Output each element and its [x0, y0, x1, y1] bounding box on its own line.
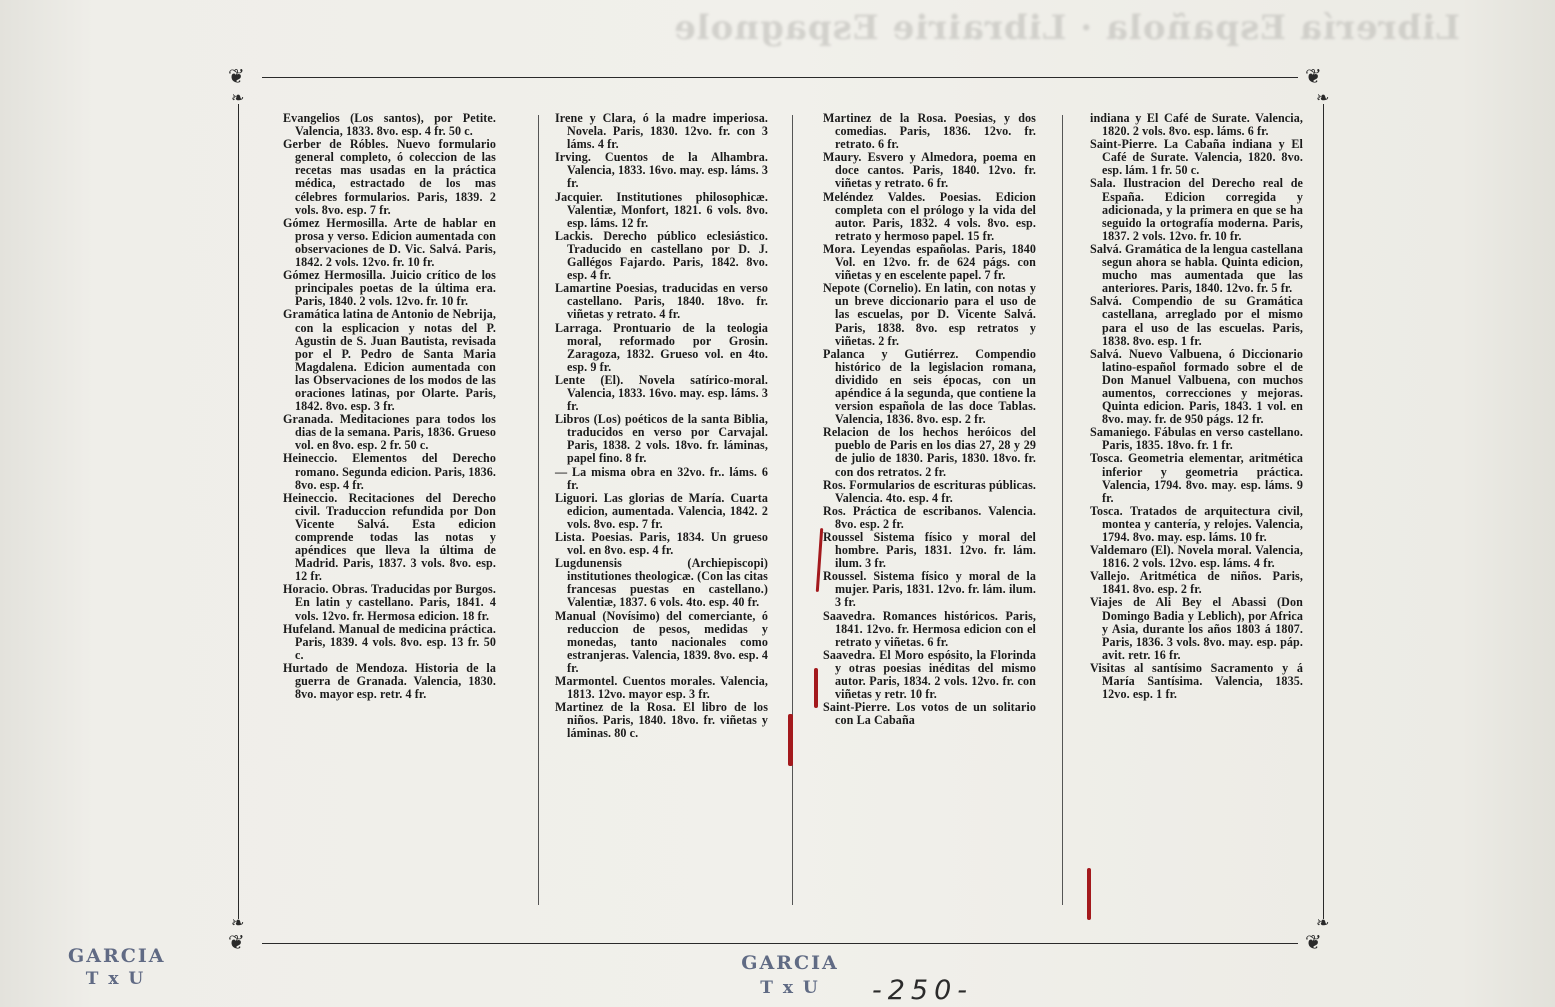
catalog-entry: Horacio. Obras. Traducidas por Burgos. En latin y castellano. Paris, 1841. 4 vols. 12vo. fr. Hermosa edicion. 18 fr.	[283, 582, 496, 623]
catalog-entry: Tosca. Geometria elementar, aritmética inferior y geometria práctica. Valencia, 1794. 8vo. may. esp. láms. 9 fr.	[1090, 451, 1303, 505]
catalog-entry: Saint-Pierre. La Cabaña indiana y El Café de Surate. Valencia, 1820. 8vo. esp. lám. 1 fr. 50 c.	[1090, 137, 1303, 178]
catalog-entry: Gramática latina de Antonio de Nebrija, con la esplicacion y notas del P. Agustin de S. Juan Bautista, revisada por el P. Pedro de Santa Maria Magdalena. Edicion aumentada con las Observaciones de los modos de las oraciones latinas, por Olarte. Paris, 1842. 8vo. esp. 3 fr.	[283, 307, 496, 414]
catalog-entry: Jacquier. Institutiones philosophicæ. Valentiæ, Monfort, 1821. 6 vols. 8vo. esp. láms. 12 fr.	[555, 189, 768, 230]
red-margin-mark	[788, 714, 793, 766]
catalog-entry: Relacion de los hechos heróicos del pueblo de Paris en los dias 27, 28 y 29 de julio de 1830. Paris, 1830. 18vo. fr. con dos retratos. 2 fr.	[823, 425, 1036, 479]
bleed-through-header: Librería Española · Librairie Espagnole	[673, 8, 1460, 48]
right-rule	[1323, 104, 1324, 919]
catalog-entry: Gerber de Róbles. Nuevo formulario general completo, ó coleccion de las recetas mas usadas en la práctica médica, estractado de los mas célebres formularios. Paris, 1839. 2 vols. 8vo. esp. 7 fr.	[283, 137, 496, 217]
catalog-entry: Viajes de Ali Bey el Abassi (Don Domingo Badia y Leblich), por Africa y Asia, durante los años 1803 á 1807. Paris, 1836. 3 vols. 8vo. may. esp. páp. avit. retr. 16 fr.	[1090, 595, 1303, 662]
catalog-entry: Heineccio. Elementos del Derecho romano. Segunda edicion. Paris, 1836. 8vo. esp. 4 fr.	[283, 451, 496, 492]
catalog-entry: Manual (Novísimo) del comerciante, ó reduccion de pesos, medidas y monedas, tanto nacionales como estranjeras. Valencia, 1839. 8vo. esp. 4 fr.	[555, 608, 768, 675]
red-margin-mark	[814, 668, 818, 708]
catalog-entry: Palanca y Gutiérrez. Compendio histórico de la legislacion romana, dividido en seis épocas, con un apéndice á la segunda, que contiene la version española de las doce Tablas. Valencia, 1836. 8vo. esp. 2 fr.	[823, 346, 1036, 427]
catalog-entry: Vallejo. Aritmética de niños. Paris, 1841. 8vo. esp. 2 fr.	[1090, 569, 1303, 597]
catalog-entry: Valdemaro (El). Novela moral. Valencia, 1816. 2 vols. 12vo. esp. láms. 4 fr.	[1090, 543, 1303, 571]
library-stamp-left	[68, 945, 166, 989]
catalog-column-3	[823, 112, 1036, 727]
catalog-entry: Libros (Los) poéticos de la santa Biblia, traducidos en verso por Carvajal. Paris, 1838. 2 vols. 18vo. fr. láminas, papel fino. 8 fr.	[555, 412, 768, 466]
library-stamp-center	[735, 952, 845, 998]
page-number: -250-	[872, 975, 974, 1006]
stamp-code: T x U	[760, 978, 820, 998]
stamp-code: T x U	[85, 969, 146, 989]
catalog-entry: Salvá. Compendio de su Gramática castellana, arreglado por el mismo para el uso de las escuelas. Paris, 1838. 8vo. esp. 1 fr.	[1090, 294, 1303, 348]
corner-ornament-bottom-left-vertical: ❧	[231, 913, 245, 932]
column-separator	[1062, 115, 1063, 905]
catalog-entry: Larraga. Prontuario de la teologia moral, reformado por Grosin. Zaragoza, 1832. Grueso vol. en 4to. esp. 9 fr.	[555, 320, 768, 374]
column-separator	[792, 115, 793, 905]
catalog-entry: Roussel. Sistema físico y moral de la mujer. Paris, 1831. 12vo. fr. lám. ilum. 3 fr.	[823, 569, 1036, 610]
top-rule	[262, 77, 1298, 78]
catalog-entry: Sala. Ilustracion del Derecho real de España. Edicion corregida y adicionada, y la primera en que se ha seguido la ortografía moderna. Paris, 1837. 2 vols. 12vo. fr. 10 fr.	[1090, 176, 1303, 243]
corner-ornament-top-right: ❦	[1305, 64, 1322, 88]
catalog-entry: Gómez Hermosilla. Arte de hablar en prosa y verso. Edicion aumentada con observaciones de D. Vic. Salvá. Paris, 1842. 2 vols. 12vo. fr. 10 fr.	[283, 215, 496, 270]
red-margin-mark	[1087, 868, 1091, 920]
catalog-entry: Saint-Pierre. Los votos de un solitario con La Cabaña	[823, 700, 1036, 728]
left-rule	[238, 104, 239, 919]
corner-ornament-bottom-right: ❦	[1305, 930, 1322, 954]
catalog-entry: Salvá. Nuevo Valbuena, ó Diccionario latino-español formado sobre el de Don Manuel Valbuena, con muchos aumentos, correcciones y mejoras. Quinta edicion. Paris, 1843. 1 vol. en 8vo. may. fr. de 950 págs. 12 fr.	[1090, 346, 1303, 427]
catalog-entry: Maury. Esvero y Almedora, poema en doce cantos. Paris, 1840. 12vo. fr. viñetas y retrato. 6 fr.	[823, 150, 1036, 191]
catalog-entry: Visitas al santísimo Sacramento y á María Santísima. Valencia, 1835. 12vo. esp. 1 fr.	[1090, 660, 1303, 702]
catalog-entry: Roussel Sistema físico y moral del hombre. Paris, 1831. 12vo. fr. lám. ilum. 3 fr.	[823, 530, 1036, 571]
catalog-entry: Marmontel. Cuentos morales. Valencia, 1813. 12vo. mayor esp. 3 fr.	[555, 674, 768, 702]
catalog-entry: Meléndez Valdes. Poesias. Edicion completa con el prólogo y la vida del autor. Paris, 1832. 4 vols. 8vo. esp. retrato y hermoso papel. 15 fr.	[823, 189, 1036, 243]
catalog-entry: Mora. Leyendas españolas. Paris, 1840 Vol. en 12vo. fr. de 624 págs. con viñetas y en escelente papel. 7 fr.	[823, 241, 1036, 283]
catalog-entry: Ros. Práctica de escribanos. Valencia. 8vo. esp. 2 fr.	[823, 503, 1036, 531]
catalog-entry: Nepote (Cornelio). En latin, con notas y un breve diccionario para el uso de las escuelas, por D. Vicente Salvá. Paris, 1838. 8vo. esp retratos y viñetas. 2 fr.	[823, 281, 1036, 348]
catalog-entry: Lamartine Poesias, traducidas en verso castellano. Paris, 1840. 18vo. fr. viñetas y retrato. 4 fr.	[555, 281, 768, 322]
stamp-name: GARCIA	[68, 945, 166, 967]
catalog-column-2	[555, 112, 768, 741]
column-separator	[538, 115, 539, 905]
catalog-entry: Lugdunensis (Archiepiscopi) institutiones theologicæ. (Con las citas francesas puestas en castellano.) Valentiæ, 1837. 6 vols. 4to. esp. 40 fr.	[555, 556, 768, 610]
corner-ornament-top-left-vertical: ❧	[231, 88, 245, 107]
catalog-entry: Irene y Clara, ó la madre imperiosa. Novela. Paris, 1830. 12vo. fr. con 3 láms. 4 fr.	[555, 111, 768, 152]
catalog-entry: Lista. Poesias. Paris, 1834. Un grueso vol. en 8vo. esp. 4 fr.	[555, 530, 768, 558]
catalog-entry: Saavedra. Romances históricos. Paris, 1841. 12vo. fr. Hermosa edicion con el retrato y viñetas. 6 fr.	[823, 608, 1036, 649]
catalog-column-4	[1090, 112, 1303, 701]
catalog-entry: Granada. Meditaciones para todos los dias de la semana. Paris, 1836. Grueso vol. en 8vo. esp. 2 fr. 50 c.	[283, 412, 496, 453]
catalog-entry: Ros. Formularios de escrituras públicas. Valencia. 4to. esp. 4 fr.	[823, 477, 1036, 505]
catalog-entry: — La misma obra en 32vo. fr.. láms. 6 fr.	[555, 464, 768, 492]
catalog-entry: Lente (El). Novela satírico-moral. Valencia, 1833. 16vo. may. esp. láms. 3 fr.	[555, 372, 768, 414]
catalog-entry: indiana y El Café de Surate. Valencia, 1820. 2 vols. 8vo. esp. láms. 6 fr.	[1090, 111, 1303, 139]
catalog-column-1	[283, 112, 496, 701]
corner-ornament-bottom-left: ❦	[228, 930, 245, 954]
catalog-entry: Heineccio. Recitaciones del Derecho civil. Traduccion refundida por Don Vicente Salvá. Esta edicion comprende todas las notas y apéndices que lleva la última de Madrid. Paris, 1837. 3 vols. 8vo. esp. 12 fr.	[283, 490, 496, 584]
catalog-entry: Hurtado de Mendoza. Historia de la guerra de Granada. Valencia, 1830. 8vo. mayor esp. retr. 4 fr.	[283, 660, 496, 702]
catalog-entry: Irving. Cuentos de la Alhambra. Valencia, 1833. 16vo. may. esp. láms. 3 fr.	[555, 150, 768, 191]
catalog-entry: Tosca. Tratados de arquitectura civil, montea y cantería, y relojes. Valencia, 1794. 8vo. may. esp. láms. 10 fr.	[1090, 503, 1303, 544]
stamp-name: GARCIA	[741, 952, 839, 974]
catalog-entry: Evangelios (Los santos), por Petite. Valencia, 1833. 8vo. esp. 4 fr. 50 c.	[283, 111, 496, 139]
bottom-rule	[262, 943, 1298, 944]
corner-ornament-bottom-right-vertical: ❧	[1316, 913, 1330, 932]
corner-ornament-top-right-vertical: ❧	[1316, 88, 1330, 107]
catalog-entry: Martinez de la Rosa. Poesias, y dos comedias. Paris, 1836. 12vo. fr. retrato. 6 fr.	[823, 111, 1036, 152]
catalog-entry: Salvá. Gramática de la lengua castellana segun ahora se habla. Quinta edicion, mucho mas aumentada que las anteriores. Paris, 1840. 12vo. fr. 5 fr.	[1090, 241, 1303, 296]
catalog-entry: Liguori. Las glorias de María. Cuarta edicion, aumentada. Valencia, 1842. 2 vols. 8vo. esp. 7 fr.	[555, 490, 768, 531]
catalog-entry: Saavedra. El Moro espósito, la Florinda y otras poesias inéditas del mismo autor. Paris, 1834. 2 vols. 12vo. fr. con viñetas y retr. 10 fr.	[823, 647, 1036, 702]
catalog-entry: Samaniego. Fábulas en verso castellano. Paris, 1835. 18vo. fr. 1 fr.	[1090, 425, 1303, 453]
catalog-entry: Martinez de la Rosa. El libro de los niños. Paris, 1840. 18vo. fr. viñetas y láminas. 80 c.	[555, 700, 768, 741]
catalog-entry: Hufeland. Manual de medicina práctica. Paris, 1839. 4 vols. 8vo. esp. 13 fr. 50 c.	[283, 621, 496, 662]
catalog-entry: Lackis. Derecho público eclesiástico. Traducido en castellano por D. J. Gallégos Fajardo. Paris, 1842. 8vo. esp. 4 fr.	[555, 228, 768, 283]
corner-ornament-top-left: ❦	[228, 64, 245, 88]
catalog-entry: Gómez Hermosilla. Juicio crítico de los principales poetas de la última era. Paris, 1840. 2 vols. 12vo. fr. 10 fr.	[283, 268, 496, 309]
